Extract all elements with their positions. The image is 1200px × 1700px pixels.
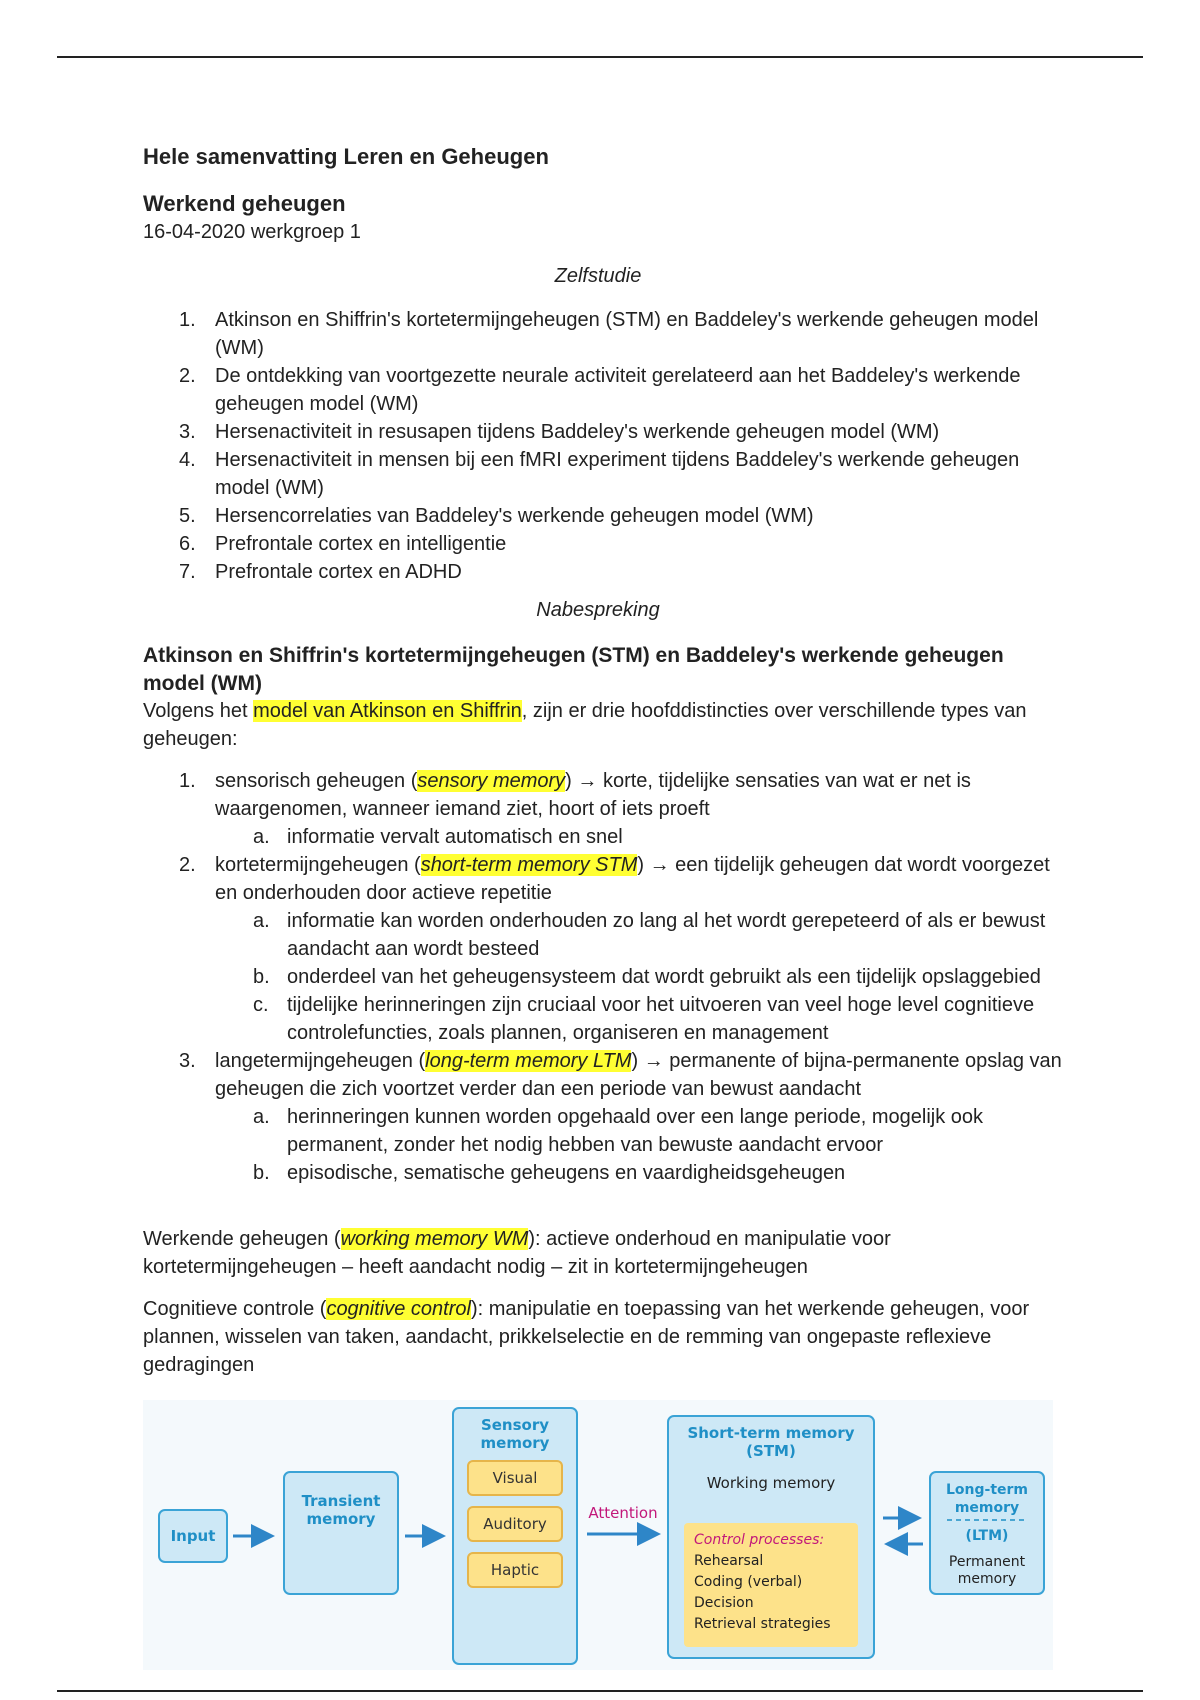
- list-item: 5. Hersencorrelaties van Baddeley's werkende geheugen model (WM): [179, 505, 814, 527]
- list-item: 3. Hersenactiviteit in resusapen tijdens Baddeley's werkende geheugen model (WM): [179, 421, 940, 443]
- ltm-sub: memory: [957, 1571, 1017, 1587]
- bottom-rule: [57, 1690, 1143, 1692]
- zelfstudie-list: [143, 306, 1063, 586]
- intro-paragraph: Volgens het model van Atkinson en Shiffrin, zijn er drie hoofddistincties over verschillende types van geheugen:: [143, 700, 1027, 750]
- ltm-abbr: (LTM): [965, 1528, 1009, 1544]
- list-item: 1. Atkinson en Shiffrin's kortetermijngeheugen (STM) en Baddeley's werkende geheugen model (WM): [179, 309, 1039, 359]
- sensory-title: memory: [480, 1434, 550, 1452]
- top-rule: [57, 56, 1143, 58]
- highlight-term: sensory memory: [417, 770, 566, 792]
- stm-title: Short-term memory: [687, 1424, 855, 1442]
- haptic-label: Haptic: [490, 1561, 540, 1579]
- list-item: 6. Prefrontale cortex en intelligentie: [179, 533, 507, 555]
- date-line: 16-04-2020 werkgroep 1: [143, 221, 361, 243]
- transient-label: memory: [306, 1510, 376, 1528]
- nabespreking-heading: Nabespreking: [536, 599, 660, 621]
- list-item: 7. Prefrontale cortex en ADHD: [179, 561, 462, 583]
- list-item: 3. langetermijngeheugen (long-term memory LTM) → permanente of bijna-permanente opslag van geheugen die zich voortzet verder dan een periode van bewust aandacht a. herinneringen kunnen worden opgehaald over een lange periode, mogelijk ook permanent, zonder het nodig hebben van bewuste aandacht ervoor b. episodische, sematische geheugens en vaardigheidsgeheugen: [143, 1047, 1063, 1187]
- sub-list-item: a. informatie vervalt automatisch en snel: [253, 826, 623, 848]
- list-item: 1. sensorisch geheugen (sensory memory) → korte, tijdelijke sensaties van wat er net is waargenomen, wanneer iemand ziet, hoort of iets proeft a. informatie vervalt automatisch en snel: [143, 767, 1063, 851]
- transient-memory-box: [284, 1472, 398, 1594]
- section-heading-stm-wm: Atkinson en Shiffrin's kortetermijngeheugen (STM) en Baddeley's werkende geheugen model (WM): [143, 644, 1004, 695]
- control-processes-title: Control processes:: [694, 1532, 825, 1548]
- sub-list-item: a. herinneringen kunnen worden opgehaald over een lange periode, mogelijk ook permanent, zonder het nodig hebben van bewuste aandacht ervoor: [253, 1106, 984, 1156]
- memory-model-diagram: [143, 1400, 1053, 1670]
- attention-label: Attention: [588, 1504, 658, 1522]
- list-item: 2. De ontdekking van voortgezette neurale activiteit gerelateerd aan het Baddeley's werkende geheugen model (WM): [179, 365, 1021, 415]
- zelfstudie-heading: Zelfstudie: [554, 265, 642, 287]
- highlight: model van Atkinson en Shiffrin: [253, 700, 522, 722]
- auditory-label: Auditory: [483, 1515, 547, 1533]
- control-item: Decision: [694, 1595, 754, 1611]
- input-label: Input: [170, 1527, 216, 1545]
- ltm-title: memory: [954, 1500, 1020, 1516]
- ltm-sub: Permanent: [948, 1554, 1026, 1570]
- control-item: Retrieval strategies: [694, 1616, 831, 1632]
- working-memory-label: Working memory: [706, 1474, 836, 1492]
- transient-label: Transient: [301, 1492, 381, 1510]
- stm-title: (STM): [746, 1442, 796, 1460]
- sub-list-item: c. tijdelijke herinneringen zijn cruciaal voor het uitvoeren van veel hoge level cognitieve controlefuncties, zoals plannen, organiseren en management: [253, 994, 1035, 1044]
- highlight-term: cognitive control: [326, 1298, 471, 1320]
- working-memory-paragraph: Werkende geheugen (working memory WM): actieve onderhoud en manipulatie voor kortetermijngeheugen – heeft aandacht nodig – zit in kortetermijngeheugen: [143, 1228, 891, 1278]
- document-title: Hele samenvatting Leren en Geheugen: [143, 144, 549, 169]
- sensory-title: Sensory: [480, 1416, 550, 1434]
- sub-list-item: b. episodische, sematische geheugens en vaardigheidsgeheugen: [253, 1162, 846, 1184]
- sub-list-item: b. onderdeel van het geheugensysteem dat wordt gebruikt als een tijdelijk opslaggebied: [253, 966, 1041, 988]
- ltm-title: Long-term: [945, 1482, 1029, 1498]
- list-item: 2. kortetermijngeheugen (short-term memory STM) → een tijdelijk geheugen dat wordt voorgezet en onderhouden door actieve repetitie a. informatie kan worden onderhouden zo lang al het wordt gerepeteerd of als er bewust aandacht aan wordt besteed b. onderdeel van het geheugensysteem dat wordt gebruikt als een tijdelijk opslaggebied c. tijdelijke herinneringen zijn cruciaal voor het uitvoeren van veel hoge level cognitieve controlefuncties, zoals plannen, organiseren en management: [143, 851, 1063, 1047]
- sub-list-item: a. informatie kan worden onderhouden zo lang al het wordt gerepeteerd of als er bewust aandacht aan wordt besteed: [253, 910, 1046, 960]
- section-title-werkend-geheugen: Werkend geheugen: [143, 191, 346, 216]
- control-item: Rehearsal: [694, 1553, 764, 1569]
- memory-types-list: [143, 767, 1063, 1187]
- highlight-term: short-term memory STM: [420, 854, 638, 876]
- control-item: Coding (verbal): [694, 1574, 803, 1590]
- highlight-term: working memory WM: [340, 1228, 529, 1250]
- visual-label: Visual: [492, 1469, 538, 1487]
- highlight-term: long-term memory LTM: [425, 1050, 632, 1072]
- cognitive-control-paragraph: Cognitieve controle (cognitive control): manipulatie en toepassing van het werkende geheugen, voor plannen, wisselen van taken, aandacht, prikkelselectie en de remming van ongepaste reflexieve gedragingen: [143, 1298, 1030, 1376]
- list-item: 4. Hersenactiviteit in mensen bij een fMRI experiment tijdens Baddeley's werkende geheugen model (WM): [179, 449, 1020, 499]
